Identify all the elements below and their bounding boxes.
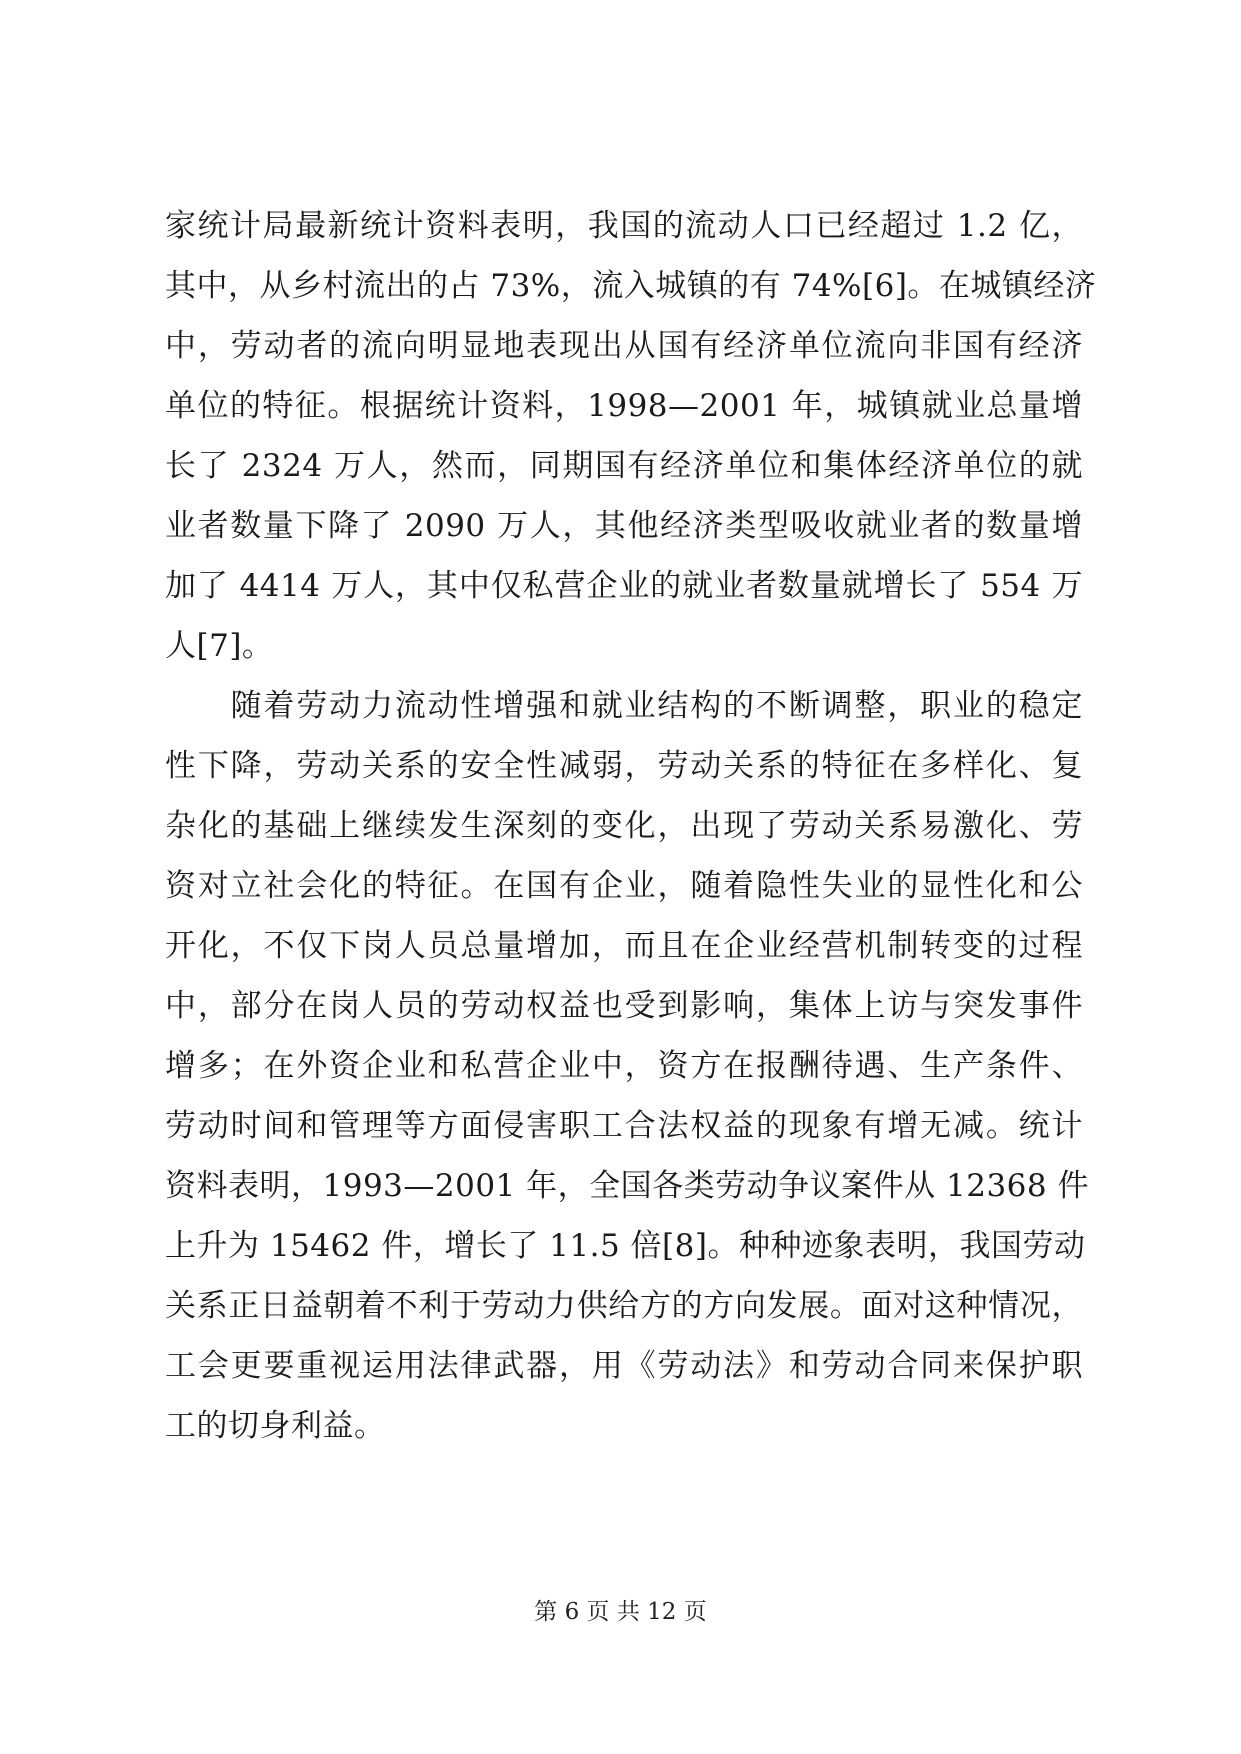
page-number-footer: 第 6 页 共 12 页 bbox=[534, 1599, 707, 1625]
paragraph-1-line-8: 人[7]。 bbox=[165, 628, 274, 664]
paragraph-1-line-3: 中，劳动者的流向明显地表现出从国有经济单位流向非国有经济 bbox=[165, 328, 1083, 364]
paragraph-1-line-2: 其中，从乡村流出的占 73%，流入城镇的有 74%[6]。在城镇经济 bbox=[165, 268, 1097, 304]
paragraph-2-line-1: 随着劳动力流动性增强和就业结构的不断调整，职业的稳定 bbox=[165, 688, 1083, 724]
paragraph-2-line-4: 资对立社会化的特征。在国有企业，随着隐性失业的显性化和公 bbox=[165, 868, 1083, 904]
paragraph-2-line-11: 关系正日益朝着不利于劳动力供给方的方向发展。面对这种情况， bbox=[165, 1288, 1083, 1324]
paragraph-1-line-4: 单位的特征。根据统计资料，1998—2001 年，城镇就业总量增 bbox=[165, 388, 1083, 424]
paragraph-1-line-1: 家统计局最新统计资料表明，我国的流动人口已经超过 1.2 亿， bbox=[165, 208, 1083, 244]
paragraph-2-line-13: 工的切身利益。 bbox=[165, 1408, 386, 1444]
paragraph-2-line-7: 增多；在外资企业和私营企业中，资方在报酬待遇、生产条件、 bbox=[165, 1048, 1083, 1084]
paragraph-2-line-5: 开化，不仅下岗人员总量增加，而且在企业经营机制转变的过程 bbox=[165, 928, 1083, 964]
paragraph-2-line-3: 杂化的基础上继续发生深刻的变化，出现了劳动关系易激化、劳 bbox=[165, 808, 1083, 844]
paragraph-2-line-12: 工会更要重视运用法律武器，用《劳动法》和劳动合同来保护职 bbox=[165, 1348, 1083, 1384]
paragraph-1-line-5: 长了 2324 万人，然而，同期国有经济单位和集体经济单位的就 bbox=[165, 448, 1083, 484]
paragraph-2-line-9: 资料表明，1993—2001 年，全国各类劳动争议案件从 12368 件 bbox=[165, 1168, 1089, 1204]
paragraph-1-line-6: 业者数量下降了 2090 万人，其他经济类型吸收就业者的数量增 bbox=[165, 508, 1083, 544]
paragraph-2-line-8: 劳动时间和管理等方面侵害职工合法权益的现象有增无减。统计 bbox=[165, 1108, 1083, 1144]
paragraph-2-line-10: 上升为 15462 件，增长了 11.5 倍[8]。种种迹象表明，我国劳动 bbox=[165, 1228, 1086, 1264]
paragraph-2-line-2: 性下降，劳动关系的安全性减弱，劳动关系的特征在多样化、复 bbox=[165, 748, 1083, 784]
paragraph-2-line-6: 中，部分在岗人员的劳动权益也受到影响，集体上访与突发事件 bbox=[165, 988, 1083, 1024]
paragraph-1-line-7: 加了 4414 万人，其中仅私营企业的就业者数量就增长了 554 万 bbox=[165, 568, 1083, 604]
